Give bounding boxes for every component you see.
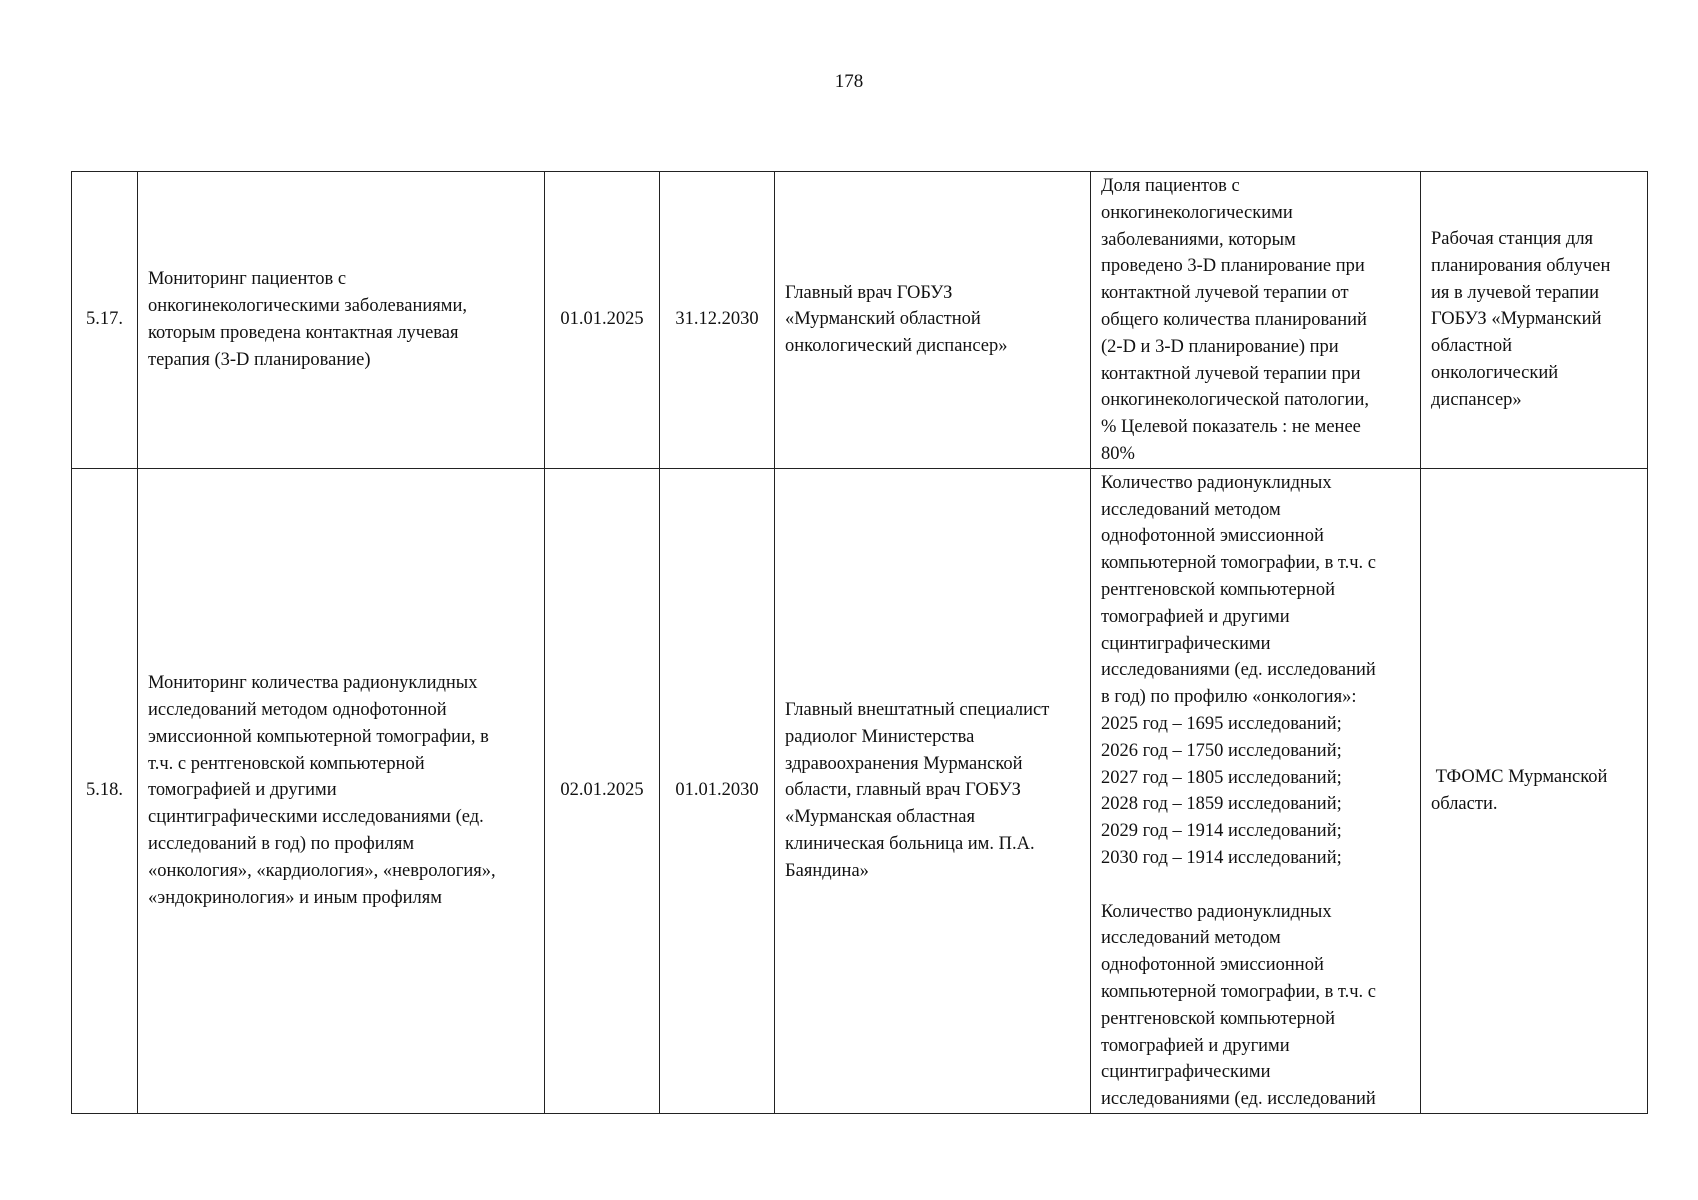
target-indicator: Доля пациентов с онкогинекологическими заболеваниями, которым проведено 3-D планирование при контактной лучевой терапии от общего количества планирований (2-D и 3-D планирование) при контактной лучевой терапии при онкогинекологической патологии, % Целевой показатель : не менее 80% bbox=[1091, 172, 1421, 469]
measures-table bbox=[71, 171, 1648, 1114]
end-date: 31.12.2030 bbox=[660, 172, 775, 469]
responsible-person: Главный врач ГОБУЗ «Мурманский областной онкологический диспансер» bbox=[775, 172, 1091, 469]
page-number: 178 bbox=[834, 71, 864, 92]
row-number: 5.17. bbox=[72, 172, 138, 469]
table-row bbox=[72, 172, 1648, 469]
start-date: 01.01.2025 bbox=[545, 172, 660, 469]
information-system: ТФОМС Мурманской области. bbox=[1421, 468, 1648, 1113]
responsible-person: Главный внештатный специалист радиолог Министерства здравоохранения Мурманской области, главный врач ГОБУЗ «Мурманская областная клиническая больница им. П.А. Баяндина» bbox=[775, 468, 1091, 1113]
measure-description: Мониторинг количества радионуклидных исследований методом однофотонной эмиссионной компьютерной томографии, в т.ч. с рентгеновской компьютерной томографией и другими сцинтиграфическими исследованиями (ед. исследований в год) по профилям «онкология», «кардиология», «неврология», «эндокринология» и иным профилям bbox=[138, 468, 545, 1113]
end-date: 01.01.2030 bbox=[660, 468, 775, 1113]
table-row bbox=[72, 468, 1648, 1113]
measure-description: Мониторинг пациентов с онкогинекологическими заболеваниями, которым проведена контактная лучевая терапия (3-D планирование) bbox=[138, 172, 545, 469]
information-system: Рабочая станция для планирования облучен ия в лучевой терапии ГОБУЗ «Мурманский областной онкологический диспансер» bbox=[1421, 172, 1648, 469]
start-date: 02.01.2025 bbox=[545, 468, 660, 1113]
row-number: 5.18. bbox=[72, 468, 138, 1113]
target-indicator: Количество радионуклидных исследований методом однофотонной эмиссионной компьютерной томографии, в т.ч. с рентгеновской компьютерной томографией и другими сцинтиграфическими исследованиями (ед. исследований в год) по профилю «онкология»: 2025 год – 1695 исследований; 2026 год – 1750 исследований; 2027 год – 1805 исследований; 2028 год – 1859 исследований; 2029 год – 1914 исследований; 2030 год – 1914 исследований; Количество радионуклидных исследований методом однофотонной эмиссионной компьютерной томографии, в т.ч. с рентгеновской компьютерной томографией и другими сцинтиграфическими исследованиями (ед. исследований bbox=[1091, 468, 1421, 1113]
